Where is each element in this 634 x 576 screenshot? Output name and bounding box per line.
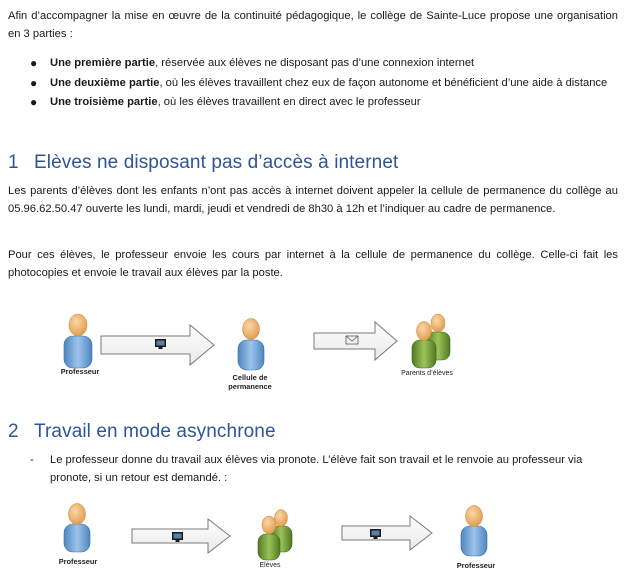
section-title: Travail en mode asynchrone (34, 421, 276, 442)
bullet-text: , où les élèves travaillent chez eux de façon autonome et bénéficient d’une aide à distance (159, 76, 608, 89)
arrow-icon (342, 516, 432, 550)
parents-group-icon (412, 314, 450, 368)
bullet-icon: ● (30, 56, 38, 70)
teacher-person-icon (461, 506, 487, 557)
workflow-diagram-1 (0, 300, 634, 400)
section-1-heading (8, 152, 398, 174)
bullet-icon: ● (30, 75, 38, 90)
envelope-icon (346, 336, 358, 344)
parts-list (30, 56, 620, 115)
section-title: Elèves ne disposant pas d’accès à internet (34, 152, 399, 173)
section-number: 2 (8, 421, 19, 442)
section-1-paragraph-2: Pour ces élèves, le professeur envoie les cours par internet à la cellule de permanence du collège. Celle-ci fait les photocopies et envoie le travail aux élèves par la poste. (8, 249, 618, 279)
dash-bullet: - (30, 454, 34, 466)
bullet-text: , où les élèves travaillent en direct avec le professeur (157, 96, 421, 108)
bullet-bold: Une première partie (50, 57, 156, 69)
bullet-bold: Une deuxième partie (50, 76, 160, 89)
section-number: 1 (8, 152, 19, 173)
list-item (30, 76, 620, 92)
section-2-heading (8, 421, 276, 443)
section-1-paragraph-1: Les parents d’élèves dont les enfants n’ont pas accès à internet doivent appeler la cellule de permanence du collège au 05.96.62.50.47 ouverte les lundi, mardi, jeudi et vendredi de 8h30 à 12h et l’indiquer au cadre de permanence. (8, 185, 618, 215)
caption-teacher: Professeur (456, 561, 496, 570)
bullet-text: , réservée aux élèves ne disposant pas d’une connexion internet (155, 57, 475, 69)
staff-person-icon (238, 319, 264, 371)
list-item-text: Le professeur donne du travail aux élèves via pronote. L’élève fait son travail et le renvoie au professeur via pronote, si un retour est demandé. : (50, 454, 583, 484)
teacher-person-icon (64, 314, 92, 368)
caption-staff: Cellule de permanence (228, 373, 272, 391)
caption-teacher: Professeur (60, 367, 100, 376)
bullet-icon: ● (30, 95, 38, 109)
students-group-icon (258, 510, 292, 561)
intro-paragraph: Afin d’accompagner la mise en œuvre de la continuité pédagogique, le collège de Sainte-Luce propose une organisation en 3 parties : (8, 10, 618, 40)
caption-teacher: Professeur (58, 557, 98, 566)
teacher-person-icon (64, 504, 90, 553)
bullet-bold: Une troisième partie (50, 96, 158, 108)
list-item (30, 95, 620, 111)
list-item (30, 56, 620, 72)
caption-parents: Parents d’élèves (401, 370, 453, 377)
caption-students: Elèves (259, 562, 281, 569)
